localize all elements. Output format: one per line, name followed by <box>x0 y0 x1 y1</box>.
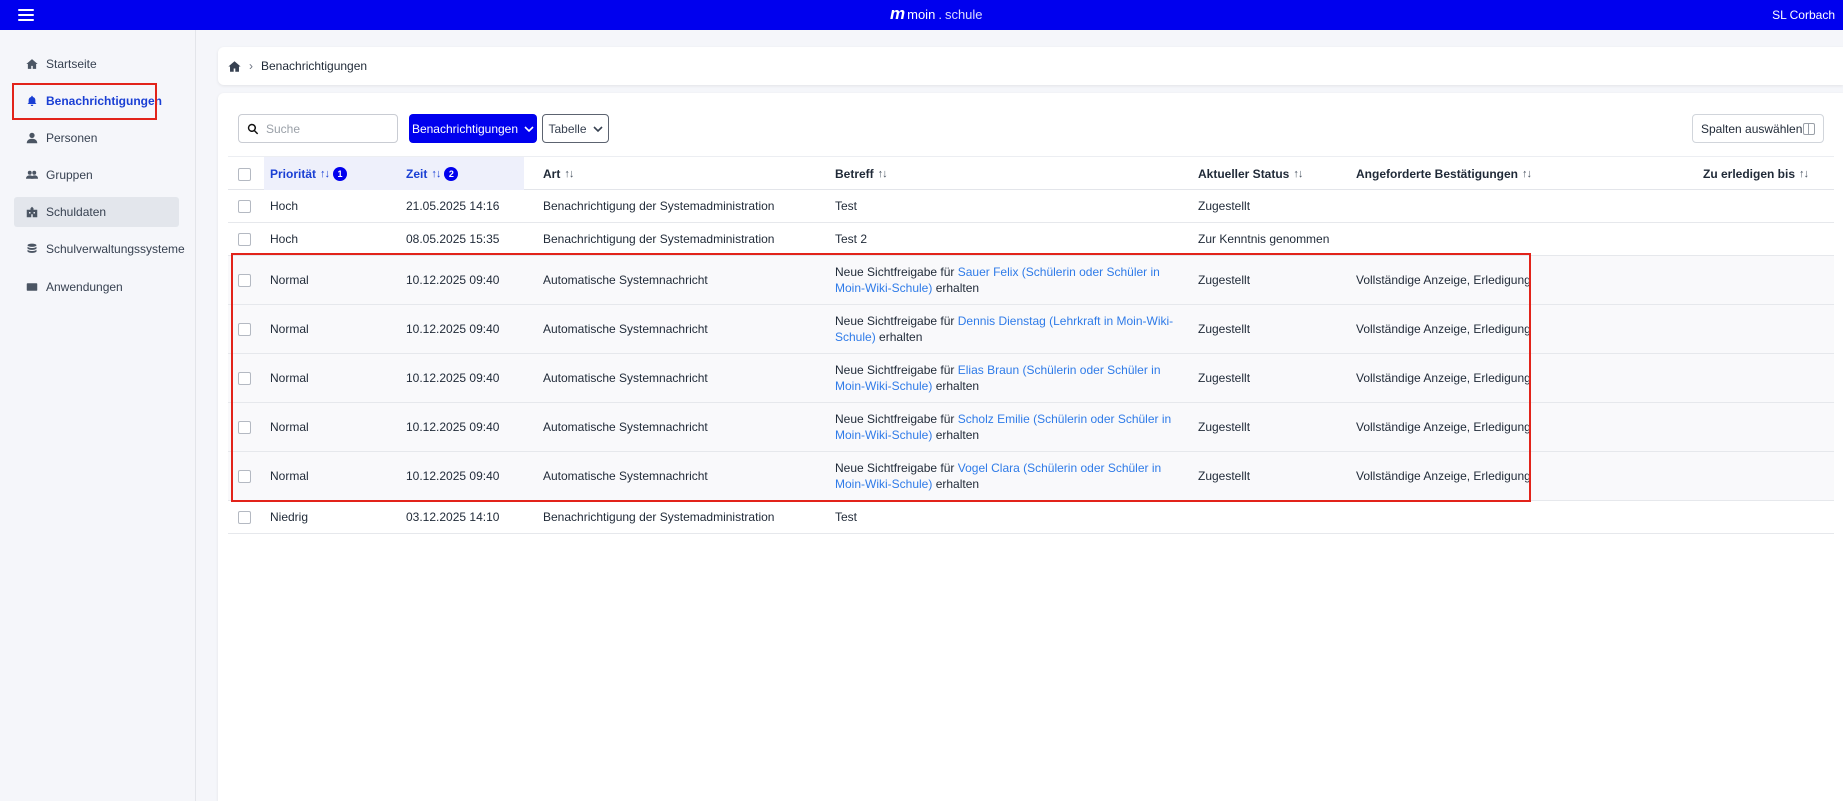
sort-icon: ↑↓ <box>1522 167 1532 180</box>
cell-priority: Normal <box>270 420 309 434</box>
subject-suffix: erhalten <box>932 379 980 393</box>
cell-type: Automatische Systemnachricht <box>543 371 708 385</box>
person-link[interactable]: Scholz Emilie (Schülerin oder Schüler in Moin-Wiki-Schule) <box>835 412 1172 442</box>
sidebar-item-startseite[interactable] <box>14 49 179 79</box>
column-header-due[interactable] <box>1703 157 1808 190</box>
row-checkbox[interactable] <box>238 511 251 524</box>
sidebar-item-anwendungen[interactable] <box>14 272 179 302</box>
cell-subject <box>835 362 1185 394</box>
table-row[interactable] <box>228 223 1834 256</box>
database-icon <box>26 243 38 255</box>
sort-asc-icon: ↑↓ <box>431 167 441 180</box>
table-row[interactable] <box>228 256 1834 305</box>
moin-logo-icon: m <box>890 4 905 23</box>
cell-subject <box>835 460 1185 492</box>
sidebar-item-label: Personen <box>46 131 98 145</box>
cell-type: Benachrichtigung der Systemadministration <box>543 232 775 246</box>
table-row[interactable] <box>228 403 1834 452</box>
cell-status: Zur Kenntnis genommen <box>1198 232 1330 246</box>
cell-time: 10.12.2025 09:40 <box>406 469 500 483</box>
sort-rank-badge: 1 <box>333 167 347 181</box>
breadcrumb <box>218 47 1843 85</box>
chevron-down-icon <box>593 124 603 134</box>
chevron-down-icon <box>524 124 534 134</box>
logo-suffix: schule <box>944 6 983 22</box>
row-checkbox[interactable] <box>238 323 251 336</box>
breadcrumb-current: Benachrichtigungen <box>261 59 368 73</box>
column-header-confirmations[interactable] <box>1356 157 1531 190</box>
person-icon <box>26 132 38 144</box>
column-header-label: Angeforderte Bestätigungen <box>1356 166 1519 181</box>
row-checkbox[interactable] <box>238 233 251 246</box>
cell-priority: Normal <box>270 322 309 336</box>
cell-confirmations: Vollständige Anzeige, Erledigung <box>1356 469 1531 483</box>
column-header-priority[interactable] <box>264 157 394 190</box>
cell-priority: Normal <box>270 469 309 483</box>
row-checkbox[interactable] <box>238 200 251 213</box>
cell-priority: Niedrig <box>270 510 309 524</box>
select-columns-button[interactable] <box>1692 114 1824 143</box>
sort-asc-icon: ↑↓ <box>320 167 330 180</box>
cell-time: 03.12.2025 14:10 <box>406 510 500 524</box>
table-row[interactable] <box>228 305 1834 354</box>
cell-confirmations: Vollständige Anzeige, Erledigung <box>1356 322 1531 336</box>
search-box[interactable] <box>238 114 398 143</box>
cell-subject: Test <box>835 510 858 524</box>
cell-type: Automatische Systemnachricht <box>543 322 708 336</box>
row-checkbox[interactable] <box>238 372 251 385</box>
subject-suffix: erhalten <box>932 428 980 442</box>
cell-subject <box>835 313 1185 345</box>
logo <box>890 4 983 24</box>
column-header-time[interactable] <box>394 157 524 190</box>
cell-subject: Test <box>835 199 858 213</box>
view-dropdown-button[interactable] <box>542 114 609 143</box>
sort-rank-badge: 2 <box>444 167 458 181</box>
search-icon <box>247 123 259 135</box>
sort-icon: ↑↓ <box>877 167 887 180</box>
select-columns-label: Spalten auswählen <box>1701 121 1803 136</box>
column-header-label: Aktueller Status <box>1198 166 1290 181</box>
columns-icon <box>1803 123 1815 135</box>
filter-dropdown-label: Benachrichtigungen <box>411 121 519 136</box>
cell-type: Benachrichtigung der Systemadministration <box>543 510 775 524</box>
column-header-status[interactable] <box>1198 157 1302 190</box>
cell-time: 10.12.2025 09:40 <box>406 322 500 336</box>
cell-confirmations: Vollständige Anzeige, Erledigung <box>1356 273 1531 287</box>
sidebar-item-label: Gruppen <box>46 168 93 182</box>
card-icon <box>26 281 38 293</box>
sidebar-item-label: Benachrichtigungen <box>46 94 163 108</box>
subject-suffix: erhalten <box>875 330 923 344</box>
search-input[interactable] <box>266 122 386 136</box>
cell-status: Zugestellt <box>1198 371 1251 385</box>
sidebar-item-schuldaten[interactable] <box>14 197 179 227</box>
cell-type: Automatische Systemnachricht <box>543 420 708 434</box>
cell-status: Zugestellt <box>1198 420 1251 434</box>
cell-time: 08.05.2025 15:35 <box>406 232 500 246</box>
bell-icon <box>26 95 38 107</box>
cell-status: Zugestellt <box>1198 199 1251 213</box>
cell-status: Zugestellt <box>1198 322 1251 336</box>
group-icon <box>26 169 38 181</box>
table-row[interactable] <box>228 501 1834 534</box>
table-row[interactable] <box>228 452 1834 501</box>
subject-prefix: Neue Sichtfreigabe für <box>835 461 958 475</box>
sidebar-item-label: Schulverwaltungssysteme <box>46 242 185 256</box>
chevron-right-icon: › <box>249 59 253 73</box>
filter-dropdown-button[interactable] <box>409 114 537 143</box>
sort-icon: ↑↓ <box>1293 167 1303 180</box>
column-header-label: Art <box>543 166 561 181</box>
person-link[interactable]: Sauer Felix (Schülerin oder Schüler in Moin-Wiki-Schule) <box>835 265 1160 295</box>
subject-prefix: Neue Sichtfreigabe für <box>835 363 958 377</box>
sidebar-item-label: Startseite <box>46 57 97 71</box>
column-header-label: Zu erledigen bis <box>1703 166 1796 181</box>
logo-brand: moin <box>907 6 936 22</box>
row-checkbox[interactable] <box>238 274 251 287</box>
column-header-type[interactable] <box>543 157 573 190</box>
cell-subject <box>835 264 1185 296</box>
sidebar-item-schulverwaltungssysteme[interactable] <box>14 234 185 264</box>
table-header <box>228 156 1834 190</box>
column-header-subject[interactable] <box>835 157 887 190</box>
home-icon[interactable] <box>228 60 241 73</box>
sidebar-item-label: Anwendungen <box>46 280 123 294</box>
sidebar-item-label: Schuldaten <box>46 205 107 219</box>
home-icon <box>26 58 38 70</box>
row-checkbox[interactable] <box>238 470 251 483</box>
cell-status: Zugestellt <box>1198 469 1251 483</box>
column-header-label: Priorität <box>270 166 317 181</box>
cell-time: 10.12.2025 09:40 <box>406 420 500 434</box>
cell-priority: Hoch <box>270 232 299 246</box>
cell-priority: Hoch <box>270 199 299 213</box>
subject-suffix: erhalten <box>932 281 980 295</box>
cell-confirmations: Vollständige Anzeige, Erledigung <box>1356 371 1531 385</box>
school-icon <box>26 206 38 218</box>
person-link[interactable]: Vogel Clara (Schülerin oder Schüler in Moin-Wiki-Schule) <box>835 461 1162 491</box>
logo-dot: . <box>938 6 942 22</box>
cell-type: Benachrichtigung der Systemadministration <box>543 199 775 213</box>
subject-prefix: Neue Sichtfreigabe für <box>835 314 958 328</box>
cell-subject <box>835 411 1185 443</box>
column-header-label: Zeit <box>406 166 428 181</box>
menu-icon[interactable] <box>18 6 36 24</box>
table-row[interactable] <box>228 354 1834 403</box>
sort-icon: ↑↓ <box>1799 167 1809 180</box>
cell-confirmations: Vollständige Anzeige, Erledigung <box>1356 420 1531 434</box>
table-row[interactable] <box>228 190 1834 223</box>
cell-priority: Normal <box>270 273 309 287</box>
person-link[interactable]: Elias Braun (Schülerin oder Schüler in Moin-Wiki-Schule) <box>835 363 1161 393</box>
cell-type: Automatische Systemnachricht <box>543 469 708 483</box>
person-link[interactable]: Dennis Dienstag (Lehrkraft in Moin-Wiki-Schule) <box>835 314 1174 344</box>
sidebar-item-gruppen[interactable] <box>14 160 179 190</box>
sort-icon: ↑↓ <box>564 167 574 180</box>
column-header-label: Betreff <box>835 166 874 181</box>
cell-time: 21.05.2025 14:16 <box>406 199 500 213</box>
subject-prefix: Neue Sichtfreigabe für <box>835 265 958 279</box>
user-menu[interactable]: SL Corbach <box>1772 8 1835 22</box>
cell-priority: Normal <box>270 371 309 385</box>
select-all-checkbox[interactable] <box>238 168 251 181</box>
sidebar-item-personen[interactable] <box>14 123 179 153</box>
cell-type: Automatische Systemnachricht <box>543 273 708 287</box>
sidebar-item-benachrichtigungen[interactable] <box>14 86 179 116</box>
cell-status: Zugestellt <box>1198 273 1251 287</box>
subject-suffix: erhalten <box>932 477 980 491</box>
top-bar <box>0 0 1843 30</box>
cell-time: 10.12.2025 09:40 <box>406 371 500 385</box>
cell-subject: Test 2 <box>835 232 868 246</box>
cell-time: 10.12.2025 09:40 <box>406 273 500 287</box>
row-checkbox[interactable] <box>238 421 251 434</box>
subject-prefix: Neue Sichtfreigabe für <box>835 412 958 426</box>
view-dropdown-label: Tabelle <box>548 121 587 136</box>
